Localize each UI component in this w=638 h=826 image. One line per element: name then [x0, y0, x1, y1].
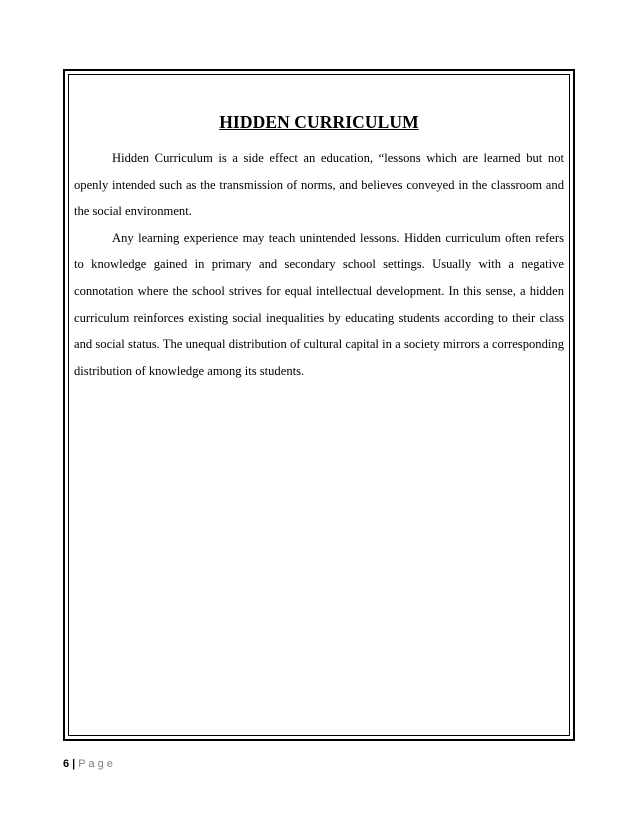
footer-separator: | [72, 758, 76, 770]
document-title: HIDDEN CURRICULUM [219, 112, 419, 132]
page-footer [63, 758, 116, 770]
paragraph-1: Hidden Curriculum is a side effect an education, “lessons which are learned but not openly intended such as the transmission of norms, and believes conveyed in the classroom and the social environment. [74, 151, 564, 219]
paragraph-2: Any learning experience may teach unintended lessons. Hidden curriculum often refers to knowledge gained in primary and secondary school settings. Usually with a negative connotation where the school strives for equal intellectual development. In this sense, a hidden curriculum reinforces existing social inequalities by educating students according to their class and social status. The unequal distribution of cultural capital in a society mirrors a corresponding distribution of knowledge among its students. [74, 230, 564, 378]
document-body [74, 112, 564, 384]
page-number: 6 [63, 758, 70, 770]
page-label: Page [78, 758, 116, 770]
